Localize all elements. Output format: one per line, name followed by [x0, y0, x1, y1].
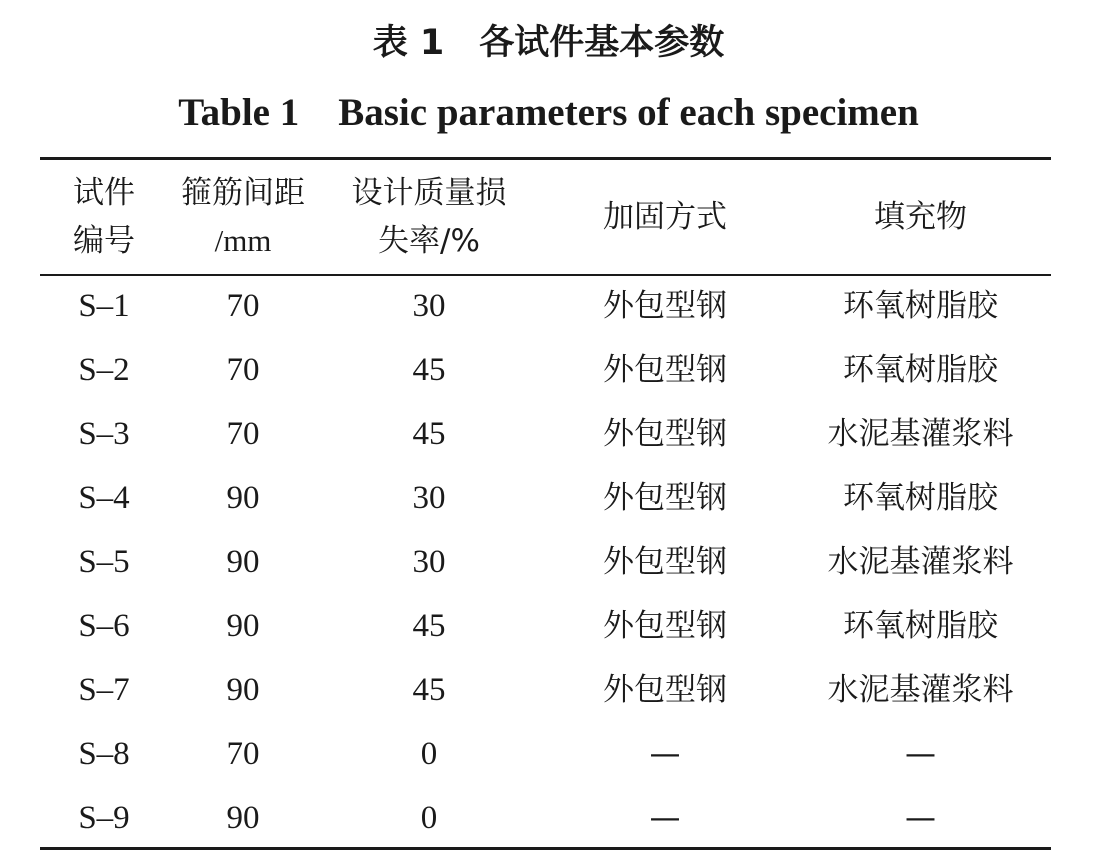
cell-mass-loss: 45 — [412, 672, 446, 708]
header-strengthening-method — [540, 160, 790, 274]
cell-mass-loss: 30 — [412, 544, 446, 580]
cell-specimen: S–6 — [78, 608, 130, 644]
cell-specimen: S–3 — [78, 416, 130, 452]
cell-spacing: 90 — [226, 800, 260, 836]
cell-mass-loss: 0 — [420, 736, 438, 772]
table-title-english: Table 1 Basic parameters of each specimen — [178, 91, 919, 134]
table-body — [40, 274, 1051, 850]
cell-spacing: 90 — [226, 608, 260, 644]
cell-mass-loss: 0 — [420, 800, 438, 836]
header-filler — [790, 160, 1051, 274]
table-row — [40, 466, 1051, 530]
cell-method: 外包型钢 — [603, 608, 727, 644]
cell-spacing: 90 — [226, 672, 260, 708]
cell-method: 外包型钢 — [603, 352, 727, 388]
cell-specimen: S–2 — [78, 352, 130, 388]
header-text: 试件 — [73, 175, 135, 211]
cell-method: — — [649, 800, 681, 836]
cell-mass-loss: 30 — [412, 288, 446, 324]
cell-spacing: 70 — [226, 352, 260, 388]
header-text: 箍筋间距 — [181, 175, 305, 211]
table-row — [40, 274, 1051, 338]
table-row — [40, 786, 1051, 850]
cell-filler: — — [905, 736, 936, 772]
cell-mass-loss: 45 — [412, 608, 446, 644]
header-text: 设计质量损 — [351, 175, 507, 211]
cell-method: 外包型钢 — [603, 672, 727, 708]
cell-specimen: S–4 — [78, 480, 130, 516]
cell-specimen: S–5 — [78, 544, 130, 580]
cell-mass-loss: 30 — [412, 480, 446, 516]
cell-method: 外包型钢 — [603, 480, 727, 516]
cell-method: 外包型钢 — [603, 288, 727, 324]
table-row — [40, 594, 1051, 658]
cell-spacing: 70 — [226, 736, 260, 772]
table-row — [40, 722, 1051, 786]
cell-filler: 环氧树脂胶 — [843, 480, 998, 516]
header-text: 失率/% — [378, 223, 480, 259]
header-text: 加固方式 — [603, 199, 727, 235]
table-title-chinese: 表 1 各试件基本参数 — [372, 23, 725, 63]
table-row — [40, 658, 1051, 722]
table-row — [40, 530, 1051, 594]
cell-method: 外包型钢 — [603, 544, 727, 580]
cell-method: 外包型钢 — [603, 416, 727, 452]
header-mass-loss-rate — [318, 160, 540, 274]
cell-specimen: S–1 — [78, 288, 130, 324]
cell-method: — — [649, 736, 681, 772]
cell-filler: 环氧树脂胶 — [843, 288, 998, 324]
header-text: 填充物 — [874, 199, 967, 235]
header-unit: /mm — [214, 223, 272, 258]
cell-spacing: 70 — [226, 416, 260, 452]
header-text: 编号 — [73, 223, 135, 259]
cell-spacing: 90 — [226, 544, 260, 580]
table-header — [40, 160, 1051, 274]
cell-spacing: 70 — [226, 288, 260, 324]
header-specimen-no — [40, 160, 168, 274]
cell-specimen: S–7 — [78, 672, 130, 708]
table-row — [40, 402, 1051, 466]
header-stirrup-spacing — [168, 160, 318, 274]
table-row — [40, 338, 1051, 402]
cell-filler: 环氧树脂胶 — [843, 352, 998, 388]
cell-spacing: 90 — [226, 480, 260, 516]
cell-mass-loss: 45 — [412, 352, 446, 388]
cell-filler: 水泥基灌浆料 — [827, 544, 1014, 580]
cell-filler: 水泥基灌浆料 — [827, 672, 1014, 708]
cell-filler: 水泥基灌浆料 — [827, 416, 1014, 452]
cell-mass-loss: 45 — [412, 416, 446, 452]
cell-filler: — — [905, 800, 936, 836]
cell-specimen: S–8 — [78, 736, 130, 772]
cell-specimen: S–9 — [78, 800, 130, 836]
cell-filler: 环氧树脂胶 — [843, 608, 998, 644]
